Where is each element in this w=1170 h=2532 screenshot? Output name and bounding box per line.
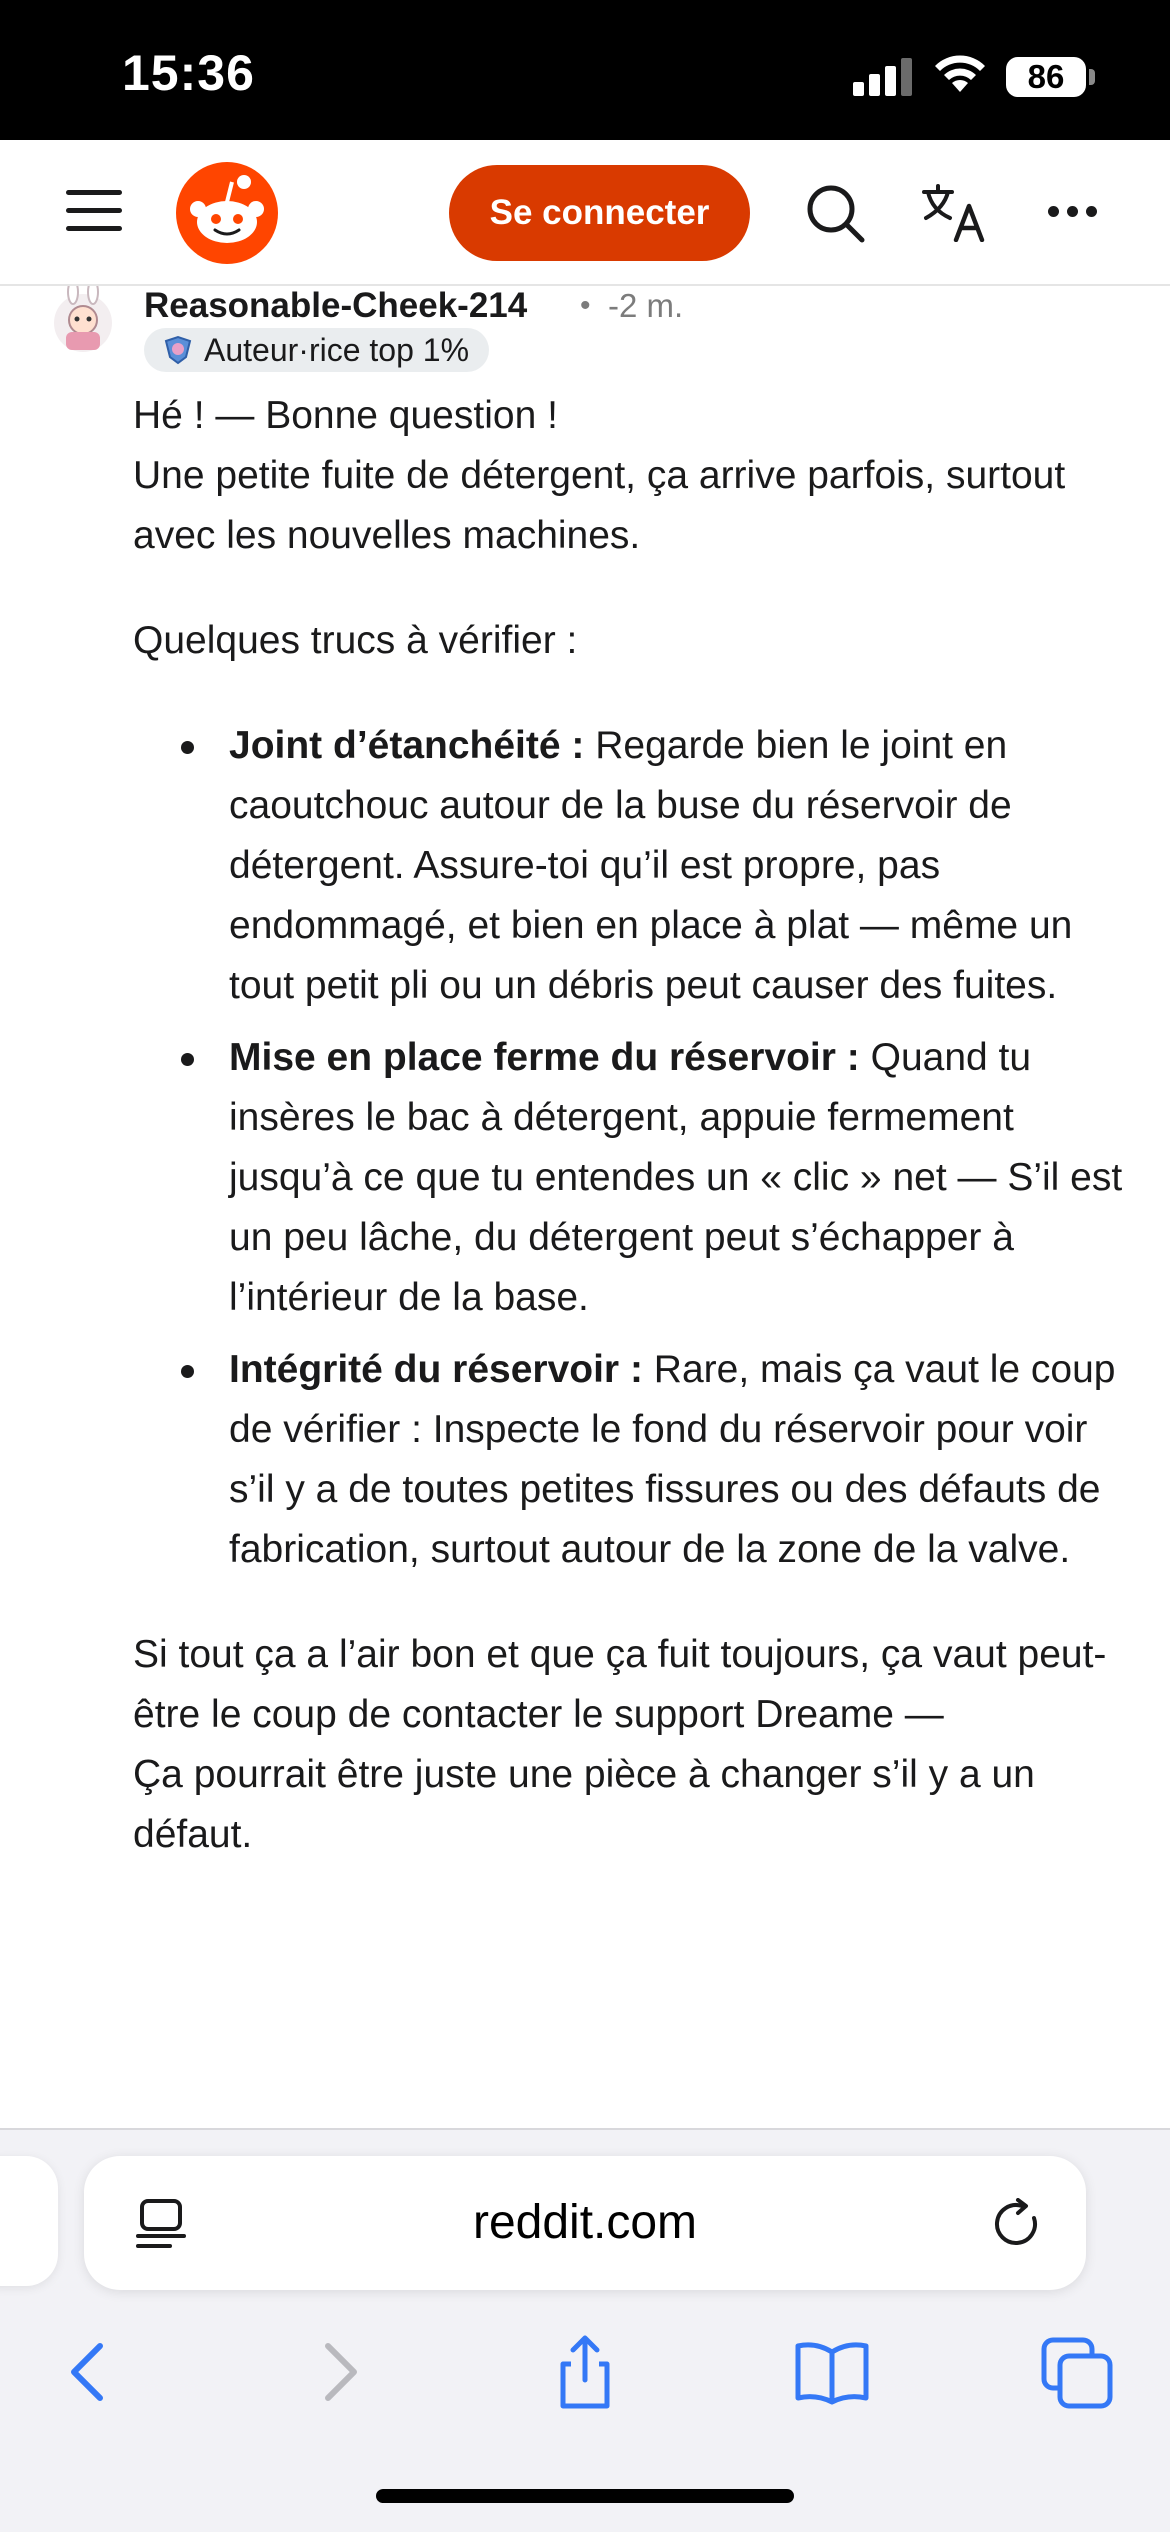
avatar[interactable] bbox=[46, 286, 120, 352]
list-item-text: Regarde bien le joint en caoutchouc autour de la buse du réservoir de détergent. Assure-toi qu’il est propre, pas endommagé, et bien en place à plat — même un tout petit pli ou un débris peut causer des fuites. bbox=[229, 724, 1073, 1007]
search-icon[interactable] bbox=[804, 182, 866, 244]
comment-closing: Si tout ça a l’air bon et que ça fuit toujours, ça vaut peut-être le coup de contacter le support Dreame — bbox=[133, 1633, 1107, 1736]
comment-author[interactable]: Reasonable-Cheek-214 bbox=[144, 286, 528, 325]
status-bar bbox=[0, 0, 1170, 140]
comment-body bbox=[133, 386, 1133, 1865]
comment-closing-2: Ça pourrait être juste une pièce à changer s’il y a un défaut. bbox=[133, 1753, 1035, 1856]
address-bar[interactable] bbox=[84, 2156, 1086, 2290]
checklist-intro: Quelques trucs à vérifier : bbox=[133, 619, 578, 662]
reload-icon[interactable] bbox=[992, 2198, 1044, 2250]
meta-separator: • bbox=[580, 289, 591, 322]
list-item-title: Mise en place ferme du réservoir : bbox=[229, 1036, 860, 1079]
home-indicator[interactable] bbox=[376, 2489, 794, 2503]
login-button[interactable]: Se connecter bbox=[449, 165, 750, 261]
forward-icon[interactable] bbox=[300, 2332, 380, 2412]
reddit-header bbox=[0, 140, 1170, 286]
top-author-badge-icon bbox=[162, 335, 194, 365]
comment-time: -2 m. bbox=[608, 287, 684, 324]
url-text[interactable]: reddit.com bbox=[472, 2196, 698, 2249]
checklist bbox=[133, 716, 1133, 1580]
back-icon[interactable] bbox=[48, 2332, 128, 2412]
menu-icon[interactable] bbox=[66, 188, 122, 234]
author-flair bbox=[144, 328, 489, 372]
previous-tab-preview[interactable] bbox=[0, 2156, 58, 2286]
author-flair-label: Auteur·rice top 1% bbox=[204, 331, 470, 368]
list-item bbox=[133, 1028, 1133, 1328]
translate-icon[interactable] bbox=[922, 182, 986, 242]
comment bbox=[0, 286, 1170, 2128]
tabs-icon[interactable] bbox=[1038, 2332, 1118, 2412]
more-icon[interactable] bbox=[1048, 206, 1098, 218]
reddit-logo-icon[interactable] bbox=[176, 162, 278, 264]
list-item bbox=[133, 716, 1133, 1016]
wifi-icon bbox=[932, 52, 988, 96]
list-item-title: Joint d’étanchéité : bbox=[229, 724, 585, 767]
battery-indicator: 86 bbox=[1006, 57, 1086, 97]
browser-bottom-bar bbox=[0, 2128, 1170, 2532]
list-item-title: Intégrité du réservoir : bbox=[229, 1348, 643, 1391]
list-item bbox=[133, 1340, 1133, 1580]
list-item-text: Quand tu insères le bac à détergent, appuie fermement jusqu’à ce que tu entendes un « clic » net — S’il est un peu lâche, du détergent peut s’échapper à l’intérieur de la base. bbox=[229, 1036, 1123, 1319]
list-item-text: Rare, mais ça vaut le coup de vérifier : Inspecte le fond du réservoir pour voir s’il y a de toutes petites fissures ou des défauts de fabrication, surtout autour de la zone de la valve. bbox=[229, 1348, 1116, 1571]
bookmarks-icon[interactable] bbox=[792, 2332, 872, 2412]
comment-greeting: Hé ! — Bonne question ! bbox=[133, 394, 558, 437]
status-time: 15:36 bbox=[122, 45, 255, 101]
cellular-signal-icon bbox=[853, 58, 913, 96]
battery-tip bbox=[1089, 69, 1095, 85]
share-icon[interactable] bbox=[545, 2332, 625, 2412]
comment-intro: Une petite fuite de détergent, ça arrive parfois, surtout avec les nouvelles machines. bbox=[133, 454, 1066, 557]
